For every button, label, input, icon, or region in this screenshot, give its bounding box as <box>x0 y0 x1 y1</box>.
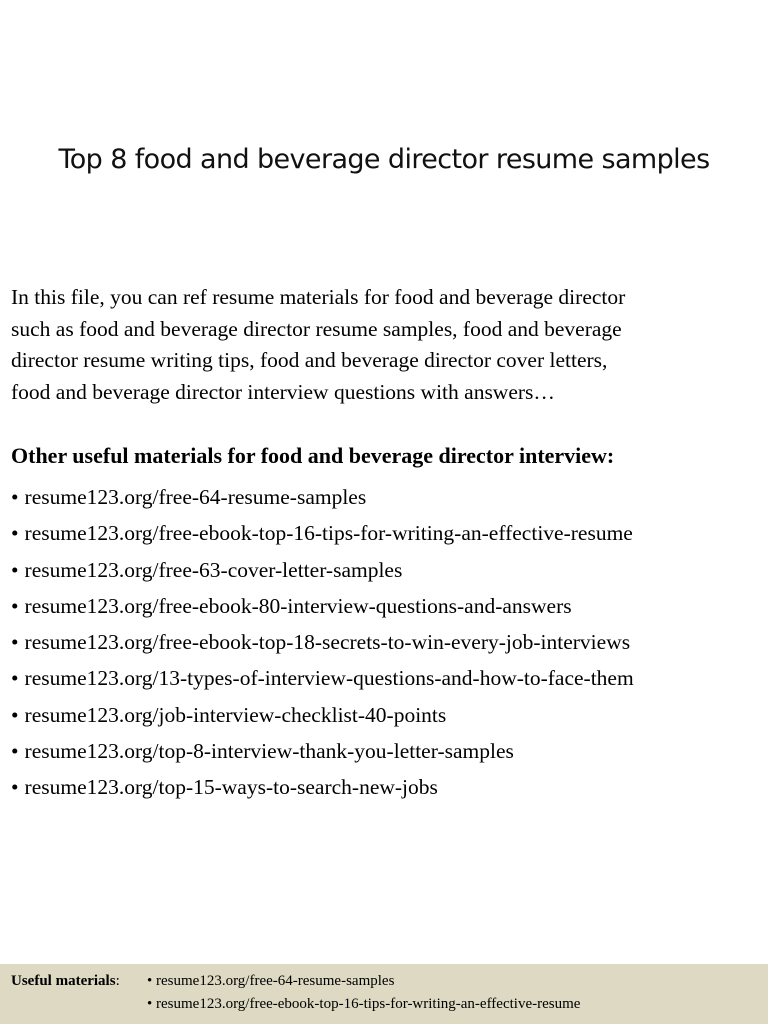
footer-link-list <box>147 973 580 1019</box>
list-item <box>11 515 634 551</box>
footer-link[interactable]: resume123.org/free-64-resume-samples <box>156 973 395 989</box>
bullet-icon: • <box>11 666 19 691</box>
footer-label-text: Useful materials <box>11 973 116 989</box>
list-item <box>147 996 580 1019</box>
bullet-icon: • <box>147 973 153 989</box>
material-link[interactable]: resume123.org/free-63-cover-letter-samples <box>24 557 403 582</box>
bullet-icon: • <box>11 557 19 582</box>
material-link[interactable]: resume123.org/13-types-of-interview-questions-and-how-to-face-them <box>24 666 634 691</box>
list-item <box>11 769 634 805</box>
intro-line: director resume writing tips, food and beverage director cover letters, <box>11 348 608 372</box>
bullet-icon: • <box>11 630 19 655</box>
bullet-icon: • <box>11 739 19 764</box>
footer-label <box>11 973 120 990</box>
intro-line: food and beverage director interview questions with answers… <box>11 379 555 404</box>
other-materials-heading: Other useful materials for food and beverage director interview: <box>11 443 615 468</box>
list-item <box>11 588 634 624</box>
materials-link-list <box>11 479 634 806</box>
footer-label-colon: : <box>115 973 120 989</box>
material-link[interactable]: resume123.org/free-ebook-top-16-tips-for-writing-an-effective-resume <box>24 521 633 546</box>
intro-line: In this file, you can ref resume materials for food and beverage director <box>11 285 626 309</box>
bullet-icon: • <box>11 702 19 727</box>
bullet-icon: • <box>11 521 19 546</box>
list-item <box>11 660 634 696</box>
list-item <box>11 624 634 660</box>
page-title: Top 8 food and beverage director resume samples <box>58 144 710 175</box>
bullet-icon: • <box>11 485 19 509</box>
list-item <box>11 733 634 769</box>
intro-paragraph <box>11 282 763 408</box>
bullet-icon: • <box>11 593 19 618</box>
intro-line: such as food and beverage director resume samples, food and beverage <box>11 316 622 341</box>
list-item <box>11 552 634 588</box>
material-link[interactable]: resume123.org/job-interview-checklist-40-points <box>24 702 447 727</box>
list-item <box>11 479 634 515</box>
material-link[interactable]: resume123.org/top-8-interview-thank-you-letter-samples <box>24 739 514 764</box>
footer-link[interactable]: resume123.org/free-ebook-top-16-tips-for-writing-an-effective-resume <box>156 996 581 1012</box>
list-item <box>147 973 580 996</box>
material-link[interactable]: resume123.org/free-ebook-80-interview-questions-and-answers <box>24 593 572 618</box>
material-link[interactable]: resume123.org/top-15-ways-to-search-new-jobs <box>24 775 438 800</box>
bullet-icon: • <box>147 996 153 1012</box>
list-item <box>11 697 634 733</box>
material-link[interactable]: resume123.org/free-ebook-top-18-secrets-to-win-every-job-interviews <box>24 630 631 655</box>
footer-banner <box>0 964 768 1024</box>
bullet-icon: • <box>11 775 19 800</box>
material-link[interactable]: resume123.org/free-64-resume-samples <box>24 485 367 509</box>
